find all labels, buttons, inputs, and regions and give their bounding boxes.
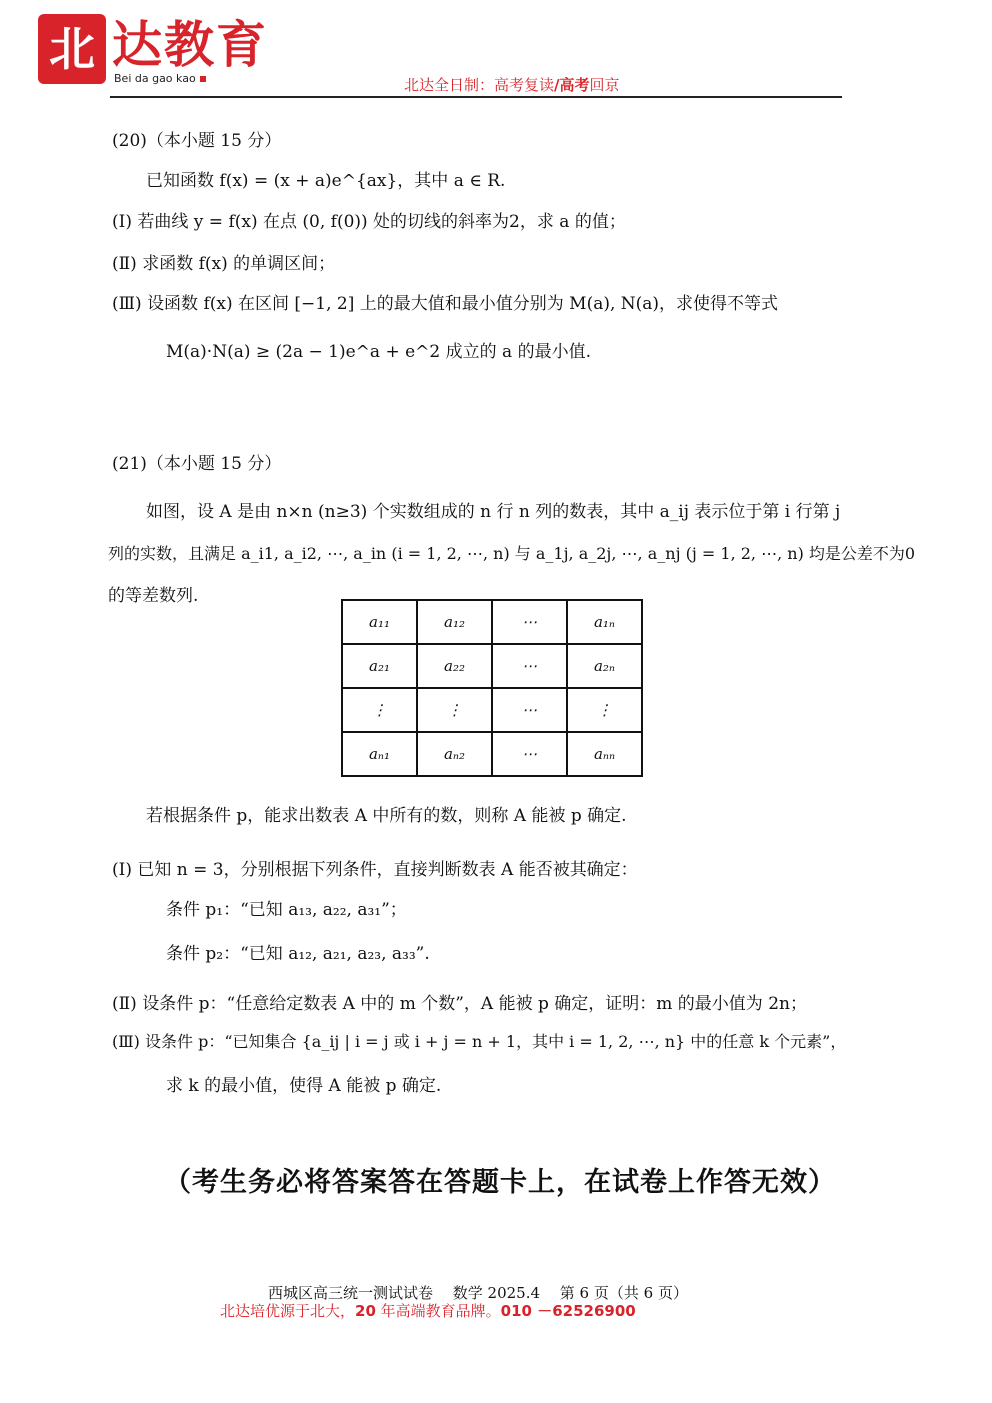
table-cell: aₙ₂ <box>417 732 492 776</box>
table-cell: a₁₁ <box>342 600 417 644</box>
table-cell: a₁ₙ <box>567 600 642 644</box>
q20-stem: 已知函数 f(x) = (x + a)e^{ax}，其中 a ∈ R. <box>146 171 506 191</box>
logo-mark: 北 <box>38 14 106 84</box>
q21-stem-line3: 的等差数列. <box>108 586 199 606</box>
q20-part3: (Ⅲ) 设函数 f(x) 在区间 [−1, 2] 上的最大值和最小值分别为 M(a), N(a)，求使得不等式 <box>112 294 779 314</box>
table-cell: a₁₂ <box>417 600 492 644</box>
q21-stem-line1: 如图，设 A 是由 n×n (n≥3) 个实数组成的 n 行 n 列的数表，其中 a_ij 表示位于第 i 行第 j <box>146 502 841 522</box>
q20-title: (20)（本小题 15 分） <box>112 131 282 151</box>
header-slogan: 北达全日制：高考复读/高考回京 <box>404 76 620 94</box>
table-cell: ⋯ <box>492 644 567 688</box>
table-cell: a₂₂ <box>417 644 492 688</box>
table-row <box>342 644 642 688</box>
q21-title: (21)（本小题 15 分） <box>112 454 282 474</box>
table-cell: ⋮ <box>567 688 642 732</box>
q21-condition-p1: 条件 p₁：“已知 a₁₃, a₂₂, a₃₁”； <box>166 900 407 920</box>
logo-pinyin: Bei da gao kao <box>114 72 206 85</box>
table-cell: ⋯ <box>492 600 567 644</box>
table-cell: ⋯ <box>492 688 567 732</box>
table-row <box>342 732 642 776</box>
q21-definition: 若根据条件 p，能求出数表 A 中所有的数，则称 A 能被 p 确定. <box>146 806 627 826</box>
table-row <box>342 688 642 732</box>
q21-stem-line2: 列的实数，且满足 a_i1, a_i2, ⋯, a_in (i = 1, 2, ⋯, n) 与 a_1j, a_2j, ⋯, a_nj (j = 1, 2, ⋯, n) 均是公差不为0 <box>108 544 916 563</box>
table-cell: ⋯ <box>492 732 567 776</box>
q20-part2: (Ⅱ) 求函数 f(x) 的单调区间； <box>112 254 336 274</box>
logo-text: 达教育 <box>112 15 268 74</box>
table-cell: a₂₁ <box>342 644 417 688</box>
q20-part3-cont: M(a)·N(a) ≥ (2a − 1)e^a + e^2 成立的 a 的最小值. <box>166 342 591 362</box>
page-footer: 西城区高三统一测试试卷 数学 2025.4 第 6 页（共 6 页） <box>268 1284 688 1302</box>
square-icon <box>200 76 206 82</box>
q21-condition-p2: 条件 p₂：“已知 a₁₂, a₂₁, a₂₃, a₃₃”. <box>166 944 430 964</box>
q21-part2: (Ⅱ) 设条件 p：“任意给定数表 A 中的 m 个数”，A 能被 p 确定，证明：m 的最小值为 2n； <box>112 994 807 1014</box>
q21-part1: (Ⅰ) 已知 n = 3，分别根据下列条件，直接判断数表 A 能否被其确定： <box>112 860 638 880</box>
q20-part1: (Ⅰ) 若曲线 y = f(x) 在点 (0, f(0)) 处的切线的斜率为2，求 a 的值； <box>112 212 626 232</box>
q21-part3-cont: 求 k 的最小值，使得 A 能被 p 确定. <box>166 1076 442 1096</box>
table-cell: a₂ₙ <box>567 644 642 688</box>
table-cell: ⋮ <box>342 688 417 732</box>
header-divider <box>110 96 842 98</box>
table-cell: aₙ₁ <box>342 732 417 776</box>
table-cell: ⋮ <box>417 688 492 732</box>
q21-part3: (Ⅲ) 设条件 p：“已知集合 {a_ij | i = j 或 i + j = n + 1，其中 i = 1, 2, ⋯, n} 中的任意 k 个元素”， <box>112 1032 847 1051</box>
table-cell: aₙₙ <box>567 732 642 776</box>
table-row <box>342 600 642 644</box>
answer-notice: （考生务必将答案答在答题卡上，在试卷上作答无效） <box>164 1167 836 1198</box>
matrix-table <box>341 599 643 777</box>
footer-ad: 北达培优源于北大，20 年高端教育品牌。010 －62526900 <box>220 1302 636 1320</box>
